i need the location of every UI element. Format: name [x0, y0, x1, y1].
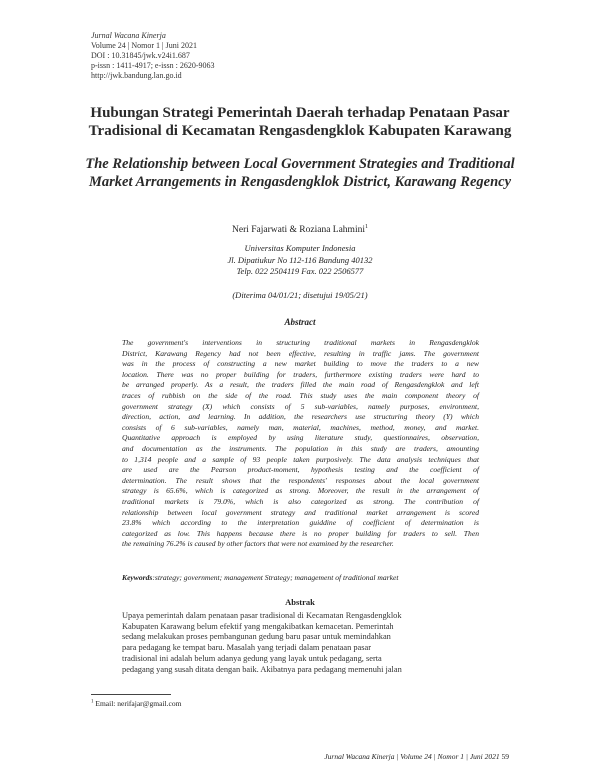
abstract-line: relationship between local government strategy and traditional market arrangement is scored	[122, 507, 479, 517]
page-footer	[280, 752, 509, 761]
abstract-line: strategy is 65.6%, which is categorized as strong. Moreover, the result in the arrangement of	[122, 486, 479, 496]
title-indonesian-line: Hubungan Strategi Pemerintah Daerah terhadap Penataan Pasar	[90, 105, 510, 121]
abstrak-line: para pedagang ke tempat baru. Masalah yang terjadi dalam penataan pasar	[122, 643, 372, 653]
abstract-line: location. There was no proper building for traders, furthermore existing traders were hard to	[122, 369, 479, 379]
keywords	[122, 573, 399, 582]
author-names: Neri Fajarwati & Roziana Lahmini	[232, 225, 365, 236]
abstract-line: determination. The result shows that the respondents' responses about the local government	[122, 475, 479, 485]
abstrak-line: pedagang yang susah ditata dengan baik. Akibatnya para pedagang memenuhi jalan	[122, 664, 402, 674]
journal-header	[91, 31, 214, 81]
abstract-line: are used are the Pearson product-moment, hypothesis testing and the coefficient of	[122, 465, 479, 475]
authors	[0, 224, 600, 235]
title-indonesian	[60, 104, 540, 140]
affiliation-line: Jl. Dipatiukur No 112-116 Bandung 40132	[227, 254, 373, 265]
abstract-line: was in the process of constructing a new market building to move the traders to a new	[122, 359, 479, 369]
issn-line: p-issn : 1411-4917; e-issn : 2620-9063	[91, 61, 215, 70]
abstract-line: direction, action, and learning. In addition, the researchers use structuring theory (Y) which	[122, 412, 479, 422]
footnote-email: Email: nerifajar@gmail.com	[93, 699, 182, 708]
affiliation-line: Universitas Komputer Indonesia	[244, 243, 356, 253]
footnote-marker: 1	[91, 699, 94, 705]
journal-url[interactable]: http://jwk.bandung.lan.go.id	[91, 71, 182, 80]
journal-name: Jurnal Wacana Kinerja	[91, 31, 166, 40]
abstrak-line: Upaya pemerintah dalam penataan pasar tradisional di Kecamatan Rengasdengklok	[122, 611, 402, 620]
footnote	[91, 699, 181, 708]
abstrak-line: sedang melakukan proses pembangunan gedung baru pasar untuk memindahkan	[122, 632, 391, 642]
abstract-line: The government's interventions in structuring traditional markets in Rengasdengklok	[122, 338, 479, 347]
abstrak-line: Kabupaten Karawang belum efektif yang mengakibatkan kemacetan. Pemerintah	[122, 621, 394, 631]
abstrak-heading: Abstrak	[285, 597, 315, 607]
abstrak-line: tradisional ini adalah belum adanya gedung yang layak untuk pedagang, serta	[122, 653, 382, 663]
footer-journal: Jurnal Wacana Kinerja | Volume 24 | Nomor 1 | Juni 2021	[324, 752, 500, 761]
title-english-line: Market Arrangements in Rengasdengklok District, Karawang Regency	[88, 174, 511, 190]
abstract-line: consists of 6 sub-variables, namely man, material, machines, method, money, and market.	[122, 422, 479, 432]
abstract-line: the remaining 76.2% is caused by other factors that were not examined by the researcher.	[122, 539, 394, 549]
title-english	[60, 155, 540, 191]
keywords-label: Keywords	[122, 573, 153, 582]
page-number: 59	[501, 752, 509, 761]
affiliation-line: Telp. 022 2504119 Fax. 022 2506577	[236, 266, 364, 276]
abstract-line: traces of rubbish on the side of the road. This study uses the main component theory of	[122, 390, 479, 400]
keywords-text: :strategy; government; management Strategy; management of traditional market	[152, 573, 399, 582]
abstract-heading: Abstract	[284, 317, 316, 327]
title-english-line: The Relationship between Local Government Strategies and Traditional	[85, 156, 515, 172]
abstract-line: categorized as low. This happens because there is no proper building for traders to sell. Then	[122, 528, 479, 538]
footnote-marker: 1	[364, 224, 368, 230]
abstract-line: District, Karawang Regency had not been effective, resulting in traffic jams. The government	[122, 348, 479, 358]
volume-line: Volume 24 | Nomor 1 | Juni 2021	[91, 41, 197, 50]
abstract-line: traditional markets is 79.0%, which is also categorized as strong. The contribution of	[122, 496, 479, 506]
abstract-body	[122, 338, 479, 550]
received-dates: (Diterima 04/01/21; disetujui 19/05/21)	[232, 290, 368, 300]
footnote-divider	[91, 694, 171, 695]
title-indonesian-line: Tradisional di Kecamatan Rengasdengklok Kabupaten Karawang	[88, 123, 512, 139]
abstract-line: 23.8% which according to the interpretation guiddine of coefficient of determination is	[122, 518, 479, 528]
abstract-line: be arranged properly. As a result, the traders filled the main road of Rengasdengklok and left	[122, 380, 479, 390]
affiliation	[0, 243, 600, 278]
doi-line: DOI : 10.31845/jwk.v24i1.687	[91, 51, 190, 60]
abstrak-body	[122, 611, 479, 675]
abstract-line: to 1,314 people and a sample of 93 people taken purposively. The data analysis techniques that	[122, 454, 479, 464]
abstract-line: Quantitative approach is employed by using literature study, questionnaires, observation,	[122, 433, 479, 443]
abstract-line: government strategy (X) which consists of 5 sub-variables, namely purposes, environment,	[122, 401, 479, 411]
abstract-line: and documentation as the instruments. The population in this study are traders, amounting	[122, 443, 479, 453]
